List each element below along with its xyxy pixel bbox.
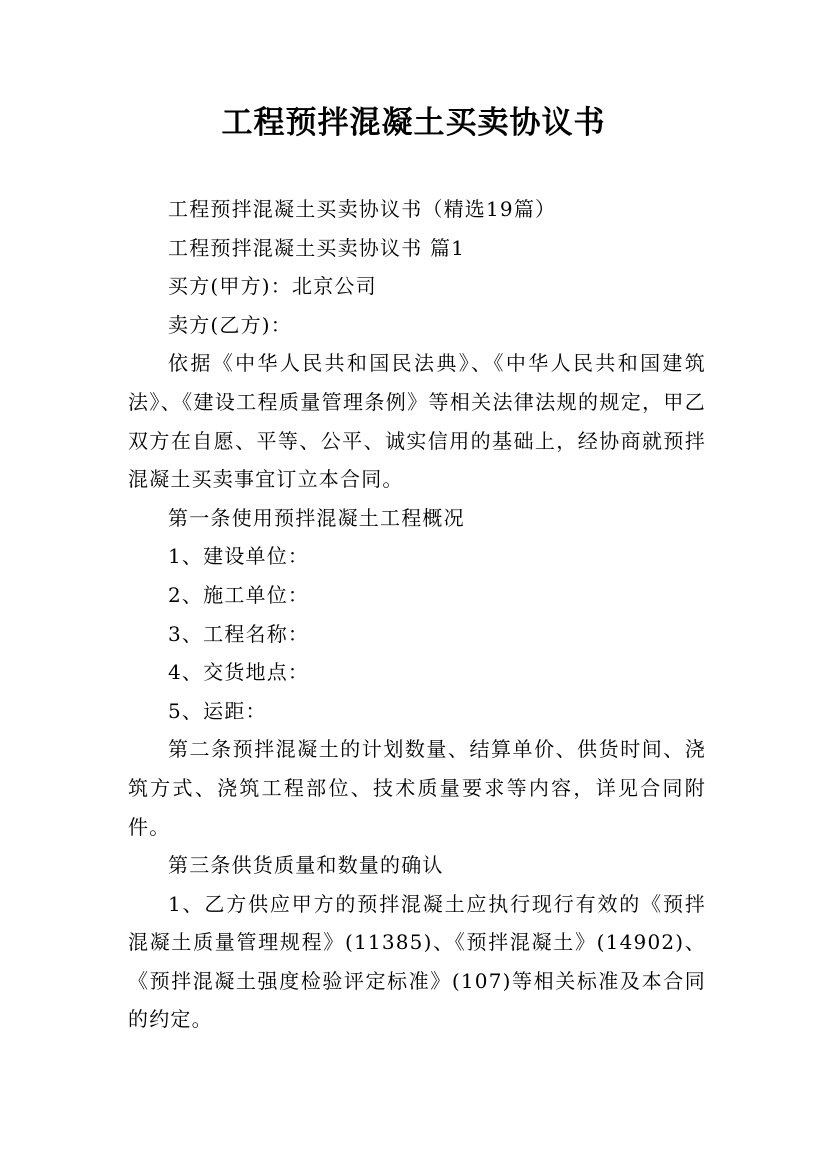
article-1-heading: 第一条使用预拌混凝土工程概况 <box>168 505 465 530</box>
chapter-title: 工程预拌混凝土买卖协议书 篇1 <box>168 235 466 260</box>
article-1-item-5: 5、运距： <box>168 698 267 723</box>
article-3-heading: 第三条供货质量和数量的确认 <box>168 853 444 878</box>
article-1-item-1: 1、建设单位： <box>168 544 310 569</box>
article-3-item-1: 1、乙方供应甲方的预拌混凝土应执行现行有效的《预拌混凝土质量管理规程》(11385)、《预拌混凝土》(14902)、《预拌混凝土强度检验评定标准》(107)等相关标准及本合同的约定。 <box>128 891 706 1032</box>
collection-title: 工程预拌混凝土买卖协议书（精选19篇） <box>168 197 557 221</box>
document-body <box>128 190 706 1039</box>
buyer-line: 买方(甲方)：北京公司 <box>168 274 377 299</box>
article-2-paragraph: 第二条预拌混凝土的计划数量、结算单价、供货时间、浇筑方式、浇筑工程部位、技术质量要求等内容，详见合同附件。 <box>128 737 706 839</box>
preamble-paragraph: 依据《中华人民共和国民法典》、《中华人民共和国建筑法》、《建设工程质量管理条例》等相关法律法规的规定，甲乙双方在自愿、平等、公平、诚实信用的基础上，经协商就预拌混凝土买卖事宜订立本合同。 <box>128 351 706 492</box>
seller-line: 卖方(乙方)： <box>168 312 293 337</box>
article-1-item-2: 2、施工单位： <box>168 582 310 607</box>
document-title: 工程预拌混凝土买卖协议书 <box>221 105 606 141</box>
article-1-item-3: 3、工程名称： <box>168 621 310 646</box>
article-1-item-4: 4、交货地点： <box>168 660 310 685</box>
